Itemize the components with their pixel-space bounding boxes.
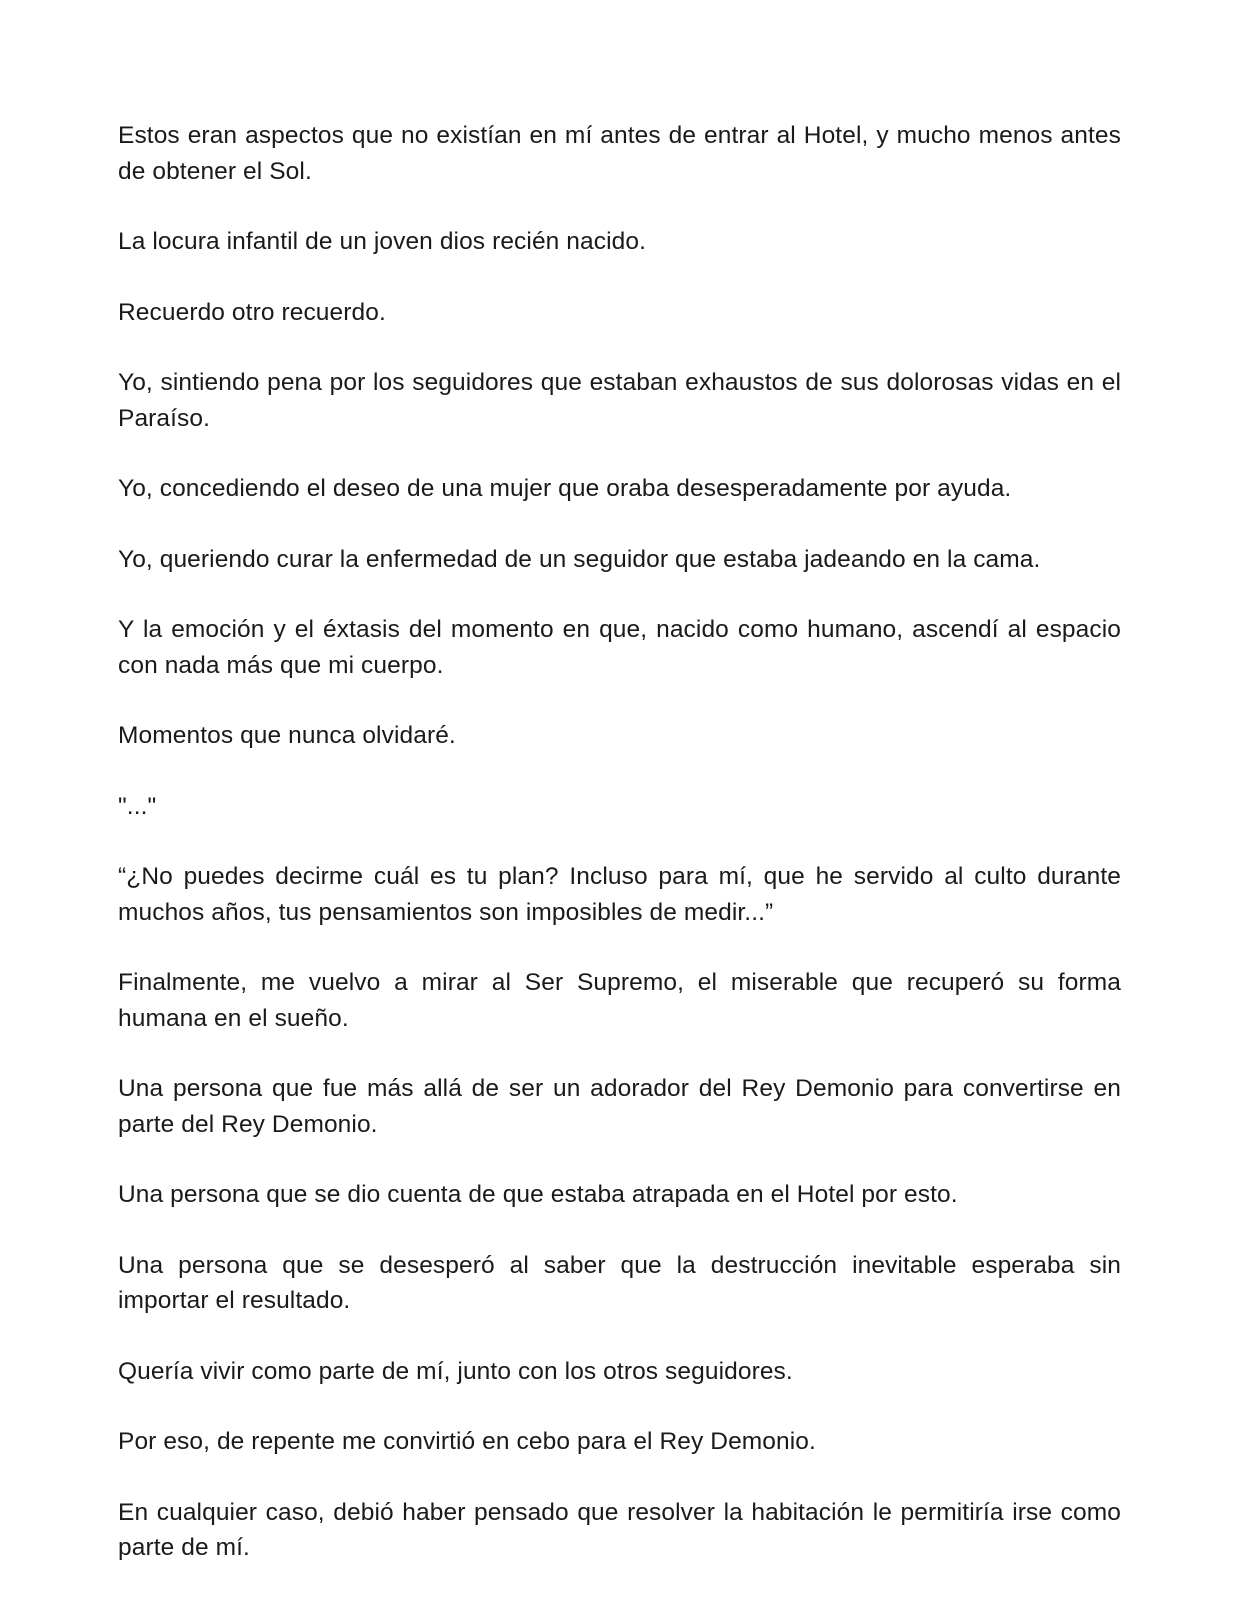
paragraph: Y la emoción y el éxtasis del momento en que, nacido como humano, ascendí al espacio con nada más que mi cuerpo. <box>118 616 1121 679</box>
paragraph: Una persona que se dio cuenta de que estaba atrapada en el Hotel por esto. <box>118 1181 958 1208</box>
paragraph: Quería vivir como parte de mí, junto con los otros seguidores. <box>118 1357 793 1385</box>
paragraph: Yo, sintiendo pena por los seguidores que estaban exhaustos de sus dolorosas vidas en el Paraíso. <box>118 369 1121 432</box>
paragraph: "..." <box>118 792 157 820</box>
paragraph: Recuerdo otro recuerdo. <box>118 298 386 326</box>
paragraph: “¿No puedes decirme cuál es tu plan? Incluso para mí, que he servido al culto durante muchos años, tus pensamientos son imposibles de medir...” <box>118 863 1121 926</box>
paragraph: En cualquier caso, debió haber pensado que resolver la habitación le permitiría irse como parte de mí. <box>118 1498 1121 1561</box>
paragraph: Estos eran aspectos que no existían en mí antes de entrar al Hotel, y mucho menos antes de obtener el Sol. <box>118 122 1121 185</box>
paragraph: La locura infantil de un joven dios recién nacido. <box>118 228 647 255</box>
paragraph: Momentos que nunca olvidaré. <box>118 722 456 749</box>
paragraph: Yo, queriendo curar la enfermedad de un seguidor que estaba jadeando en la cama. <box>118 545 1041 573</box>
document-body <box>118 118 1121 1601</box>
paragraph: Una persona que fue más allá de ser un adorador del Rey Demonio para convertirse en parte del Rey Demonio. <box>118 1075 1121 1138</box>
paragraph: Finalmente, me vuelvo a mirar al Ser Supremo, el miserable que recuperó su forma humana en el sueño. <box>118 969 1121 1032</box>
paragraph: Por eso, de repente me convirtió en cebo para el Rey Demonio. <box>118 1428 816 1455</box>
paragraph: Una persona que se desesperó al saber que la destrucción inevitable esperaba sin importar el resultado. <box>118 1251 1121 1314</box>
paragraph: Yo, concediendo el deseo de una mujer que oraba desesperadamente por ayuda. <box>118 475 1012 502</box>
